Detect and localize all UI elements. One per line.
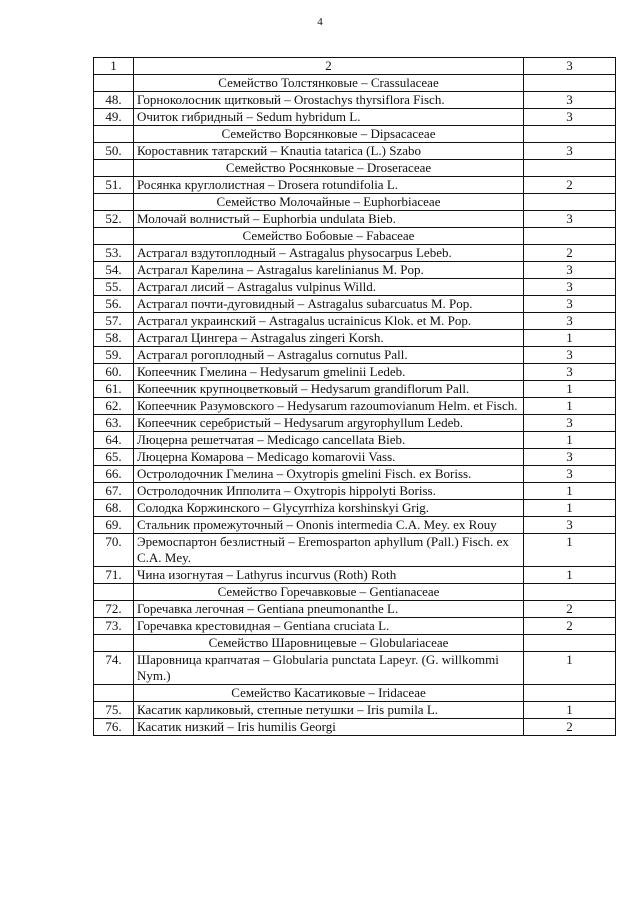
family-num-cell [94,75,134,92]
species-number: 56. [94,296,134,313]
species-category: 3 [524,143,616,160]
species-name: Копеечник крупноцветковый – Hedysarum grandiflorum Pall. [134,381,524,398]
species-category: 2 [524,618,616,635]
species-number: 63. [94,415,134,432]
species-name: Люцерна Комарова – Medicago komarovii Vass. [134,449,524,466]
species-number: 66. [94,466,134,483]
species-name: Горноколосник щитковый – Orostachys thyrsiflora Fisch. [134,92,524,109]
species-number: 75. [94,702,134,719]
species-number: 72. [94,601,134,618]
species-category: 3 [524,279,616,296]
species-row [94,601,616,618]
species-number: 65. [94,449,134,466]
species-row [94,719,616,736]
family-num-cell [94,194,134,211]
species-row [94,652,616,685]
species-category: 1 [524,381,616,398]
species-number: 59. [94,347,134,364]
species-category: 1 [524,500,616,517]
family-category-cell [524,194,616,211]
family-category-cell [524,584,616,601]
species-number: 50. [94,143,134,160]
species-category: 3 [524,296,616,313]
family-num-cell [94,584,134,601]
family-heading: Семейство Росянковые – Droseraceae [134,160,524,177]
species-number: 67. [94,483,134,500]
species-row [94,313,616,330]
species-category: 3 [524,92,616,109]
species-row [94,211,616,228]
species-row [94,449,616,466]
species-number: 69. [94,517,134,534]
species-row [94,262,616,279]
family-heading: Семейство Шаровницевые – Globulariaceae [134,635,524,652]
species-category: 3 [524,466,616,483]
family-row [94,635,616,652]
species-table-body [94,58,616,736]
species-row [94,534,616,567]
species-number: 51. [94,177,134,194]
species-category: 3 [524,449,616,466]
species-row [94,279,616,296]
species-number: 52. [94,211,134,228]
species-name: Солодка Коржинского – Glycyrrhiza korshinskyi Grig. [134,500,524,517]
family-row [94,126,616,143]
header-row [94,58,616,75]
species-number: 49. [94,109,134,126]
species-name: Астрагал рогоплодный – Astragalus cornutus Pall. [134,347,524,364]
species-name: Люцерна решетчатая – Medicago cancellata Bieb. [134,432,524,449]
species-category: 2 [524,245,616,262]
species-row [94,364,616,381]
family-num-cell [94,228,134,245]
species-row [94,415,616,432]
species-number: 62. [94,398,134,415]
species-name: Эремоспартон безлистный – Eremosparton aphyllum (Pall.) Fisch. ex C.A. Mey. [134,534,524,567]
family-heading: Семейство Молочайные – Euphorbiaceae [134,194,524,211]
family-heading: Семейство Горечавковые – Gentianaceae [134,584,524,601]
species-number: 53. [94,245,134,262]
species-number: 76. [94,719,134,736]
species-row [94,381,616,398]
species-number: 54. [94,262,134,279]
species-name: Горечавка легочная – Gentiana pneumonanthe L. [134,601,524,618]
family-heading: Семейство Бобовые – Fabaceae [134,228,524,245]
species-number: 48. [94,92,134,109]
species-category: 3 [524,313,616,330]
header-col-3: 3 [524,58,616,75]
family-category-cell [524,228,616,245]
species-name: Молочай волнистый – Euphorbia undulata Bieb. [134,211,524,228]
species-number: 64. [94,432,134,449]
species-name: Горечавка крестовидная – Gentiana cruciata L. [134,618,524,635]
species-row [94,618,616,635]
species-number: 55. [94,279,134,296]
species-category: 1 [524,567,616,584]
species-category: 2 [524,601,616,618]
species-number: 70. [94,534,134,567]
species-name: Остролодочник Ипполита – Oxytropis hippolyti Boriss. [134,483,524,500]
species-name: Касатик низкий – Iris humilis Georgi [134,719,524,736]
family-row [94,584,616,601]
species-name: Короставник татарский – Knautia tatarica (L.) Szabo [134,143,524,160]
species-category: 1 [524,652,616,685]
species-number: 68. [94,500,134,517]
species-number: 60. [94,364,134,381]
page-number: 4 [317,16,323,28]
species-name: Копеечник серебристый – Hedysarum argyrophyllum Ledeb. [134,415,524,432]
family-category-cell [524,685,616,702]
species-row [94,398,616,415]
family-num-cell [94,126,134,143]
species-name: Астрагал Цингера – Astragalus zingeri Korsh. [134,330,524,347]
family-row [94,685,616,702]
header-col-1: 1 [94,58,134,75]
species-category: 2 [524,719,616,736]
species-category: 3 [524,347,616,364]
species-name: Астрагал украинский – Astragalus ucrainicus Klok. et M. Pop. [134,313,524,330]
species-category: 3 [524,262,616,279]
family-num-cell [94,635,134,652]
species-category: 3 [524,211,616,228]
species-name: Копеечник Гмелина – Hedysarum gmelinii Ledeb. [134,364,524,381]
species-name: Копеечник Разумовского – Hedysarum razoumovianum Helm. et Fisch. [134,398,524,415]
species-name: Астрагал лисий – Astragalus vulpinus Willd. [134,279,524,296]
header-col-2: 2 [134,58,524,75]
species-name: Стальник промежуточный – Ononis intermedia C.A. Mey. ex Rouy [134,517,524,534]
family-category-cell [524,126,616,143]
family-row [94,75,616,92]
species-row [94,296,616,313]
family-category-cell [524,160,616,177]
species-row [94,432,616,449]
species-row [94,567,616,584]
species-category: 1 [524,432,616,449]
family-heading: Семейство Ворсянковые – Dipsacaceae [134,126,524,143]
species-row [94,330,616,347]
species-category: 1 [524,702,616,719]
species-row [94,517,616,534]
species-row [94,92,616,109]
species-category: 3 [524,517,616,534]
species-table [93,57,616,736]
species-category: 2 [524,177,616,194]
species-row [94,483,616,500]
species-category: 3 [524,364,616,381]
family-category-cell [524,75,616,92]
species-row [94,702,616,719]
species-number: 73. [94,618,134,635]
species-number: 58. [94,330,134,347]
species-name: Шаровница крапчатая – Globularia punctata Lapeyr. (G. willkommi Nym.) [134,652,524,685]
species-name: Чина изогнутая – Lathyrus incurvus (Roth) Roth [134,567,524,584]
family-row [94,194,616,211]
species-category: 1 [524,534,616,567]
family-row [94,228,616,245]
species-name: Касатик карликовый, степные петушки – Iris pumila L. [134,702,524,719]
species-category: 3 [524,415,616,432]
species-row [94,347,616,364]
species-row [94,143,616,160]
species-row [94,109,616,126]
species-name: Остролодочник Гмелина – Oxytropis gmelini Fisch. ex Boriss. [134,466,524,483]
species-category: 1 [524,330,616,347]
family-row [94,160,616,177]
family-heading: Семейство Толстянковые – Crassulaceae [134,75,524,92]
species-row [94,500,616,517]
species-number: 61. [94,381,134,398]
species-name: Астрагал вздутоплодный – Astragalus physocarpus Lebeb. [134,245,524,262]
species-row [94,466,616,483]
species-category: 1 [524,398,616,415]
species-row [94,245,616,262]
species-name: Очиток гибридный – Sedum hybridum L. [134,109,524,126]
species-row [94,177,616,194]
species-name: Росянка круглолистная – Drosera rotundifolia L. [134,177,524,194]
family-heading: Семейство Касатиковые – Iridaceae [134,685,524,702]
species-category: 3 [524,109,616,126]
species-name: Астрагал Карелина – Astragalus karelinianus M. Pop. [134,262,524,279]
species-number: 57. [94,313,134,330]
family-num-cell [94,685,134,702]
species-number: 74. [94,652,134,685]
family-num-cell [94,160,134,177]
family-category-cell [524,635,616,652]
species-category: 1 [524,483,616,500]
species-name: Астрагал почти-дуговидный – Astragalus subarcuatus M. Pop. [134,296,524,313]
species-number: 71. [94,567,134,584]
